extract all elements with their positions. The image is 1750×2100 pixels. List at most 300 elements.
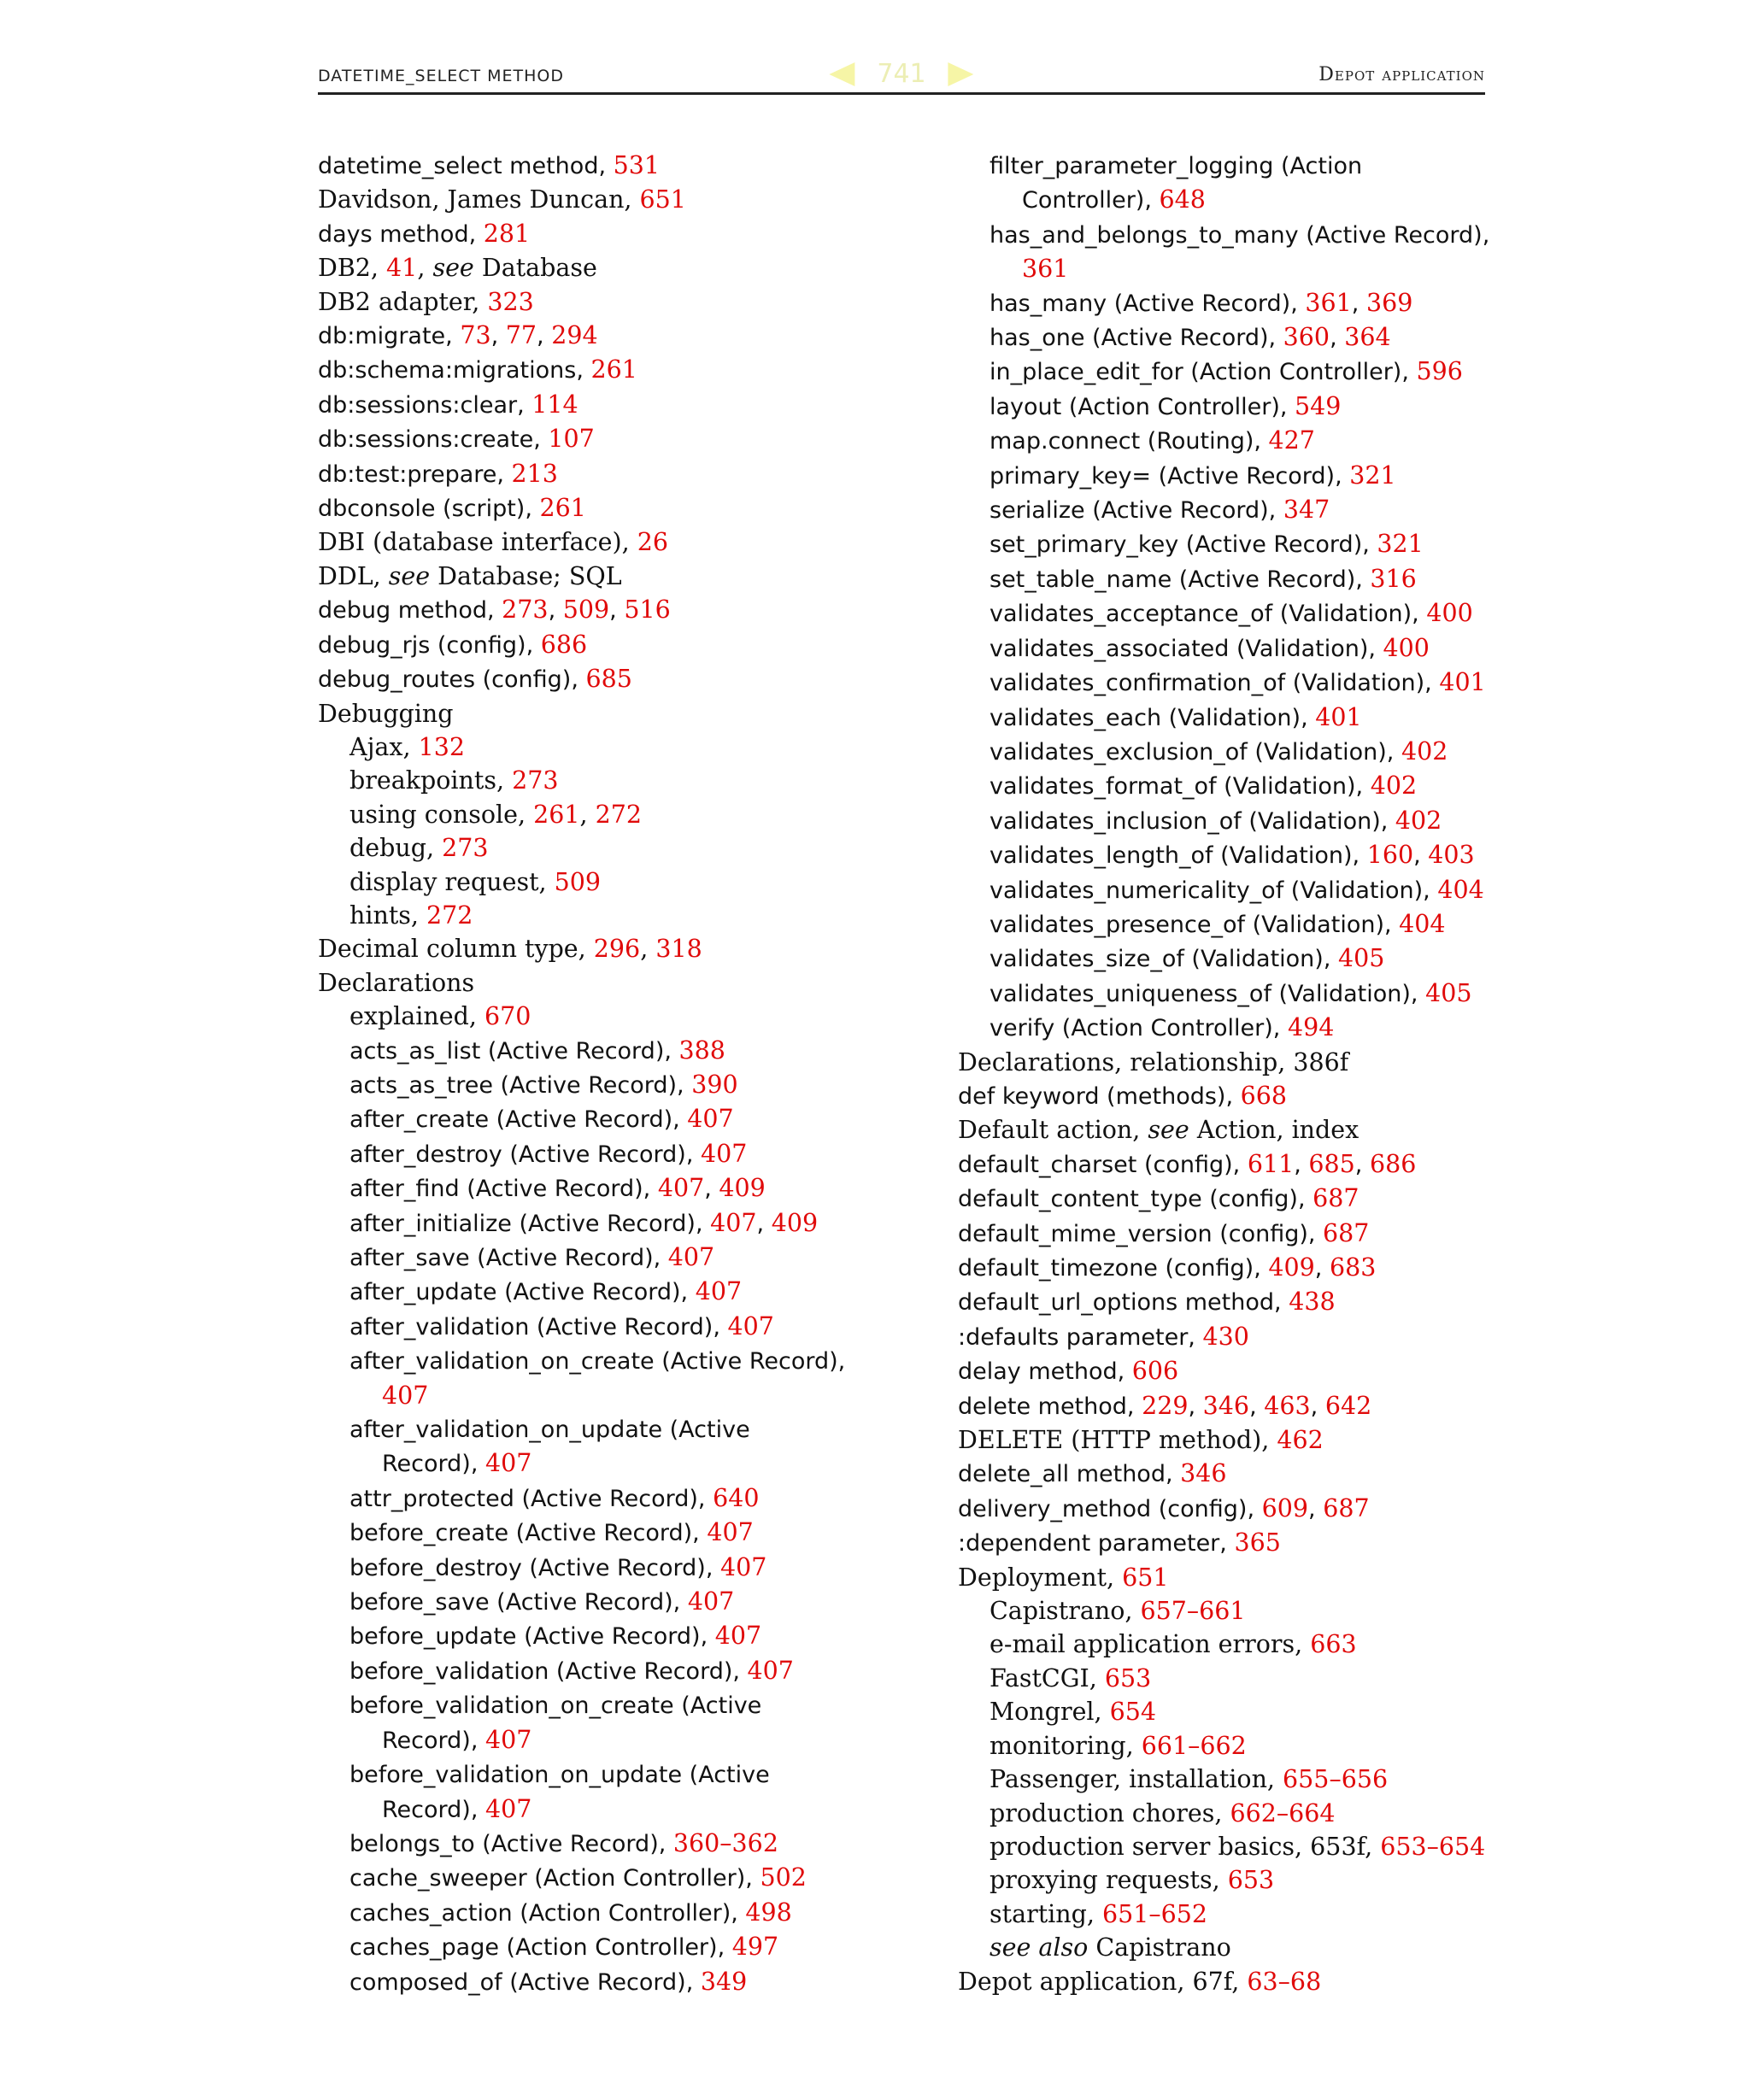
- index-entry: [958, 286, 1505, 320]
- index-term-text: Record),: [382, 1451, 485, 1478]
- index-entry: [318, 1068, 933, 1102]
- index-term-text: Capistrano: [1088, 1933, 1231, 1962]
- page-reference-link[interactable]: 402: [1370, 771, 1418, 801]
- index-term-text: proxying requests,: [990, 1866, 1228, 1895]
- index-entry: [318, 1965, 933, 1999]
- index-term-text: def keyword (methods),: [958, 1082, 1241, 1110]
- index-term-text: validates_length_of (Validation),: [990, 842, 1367, 870]
- index-entry: [958, 1354, 1505, 1388]
- index-term-text: :defaults parameter,: [958, 1323, 1203, 1351]
- index-term-text: after_validation_on_create (Active Record),: [349, 1348, 846, 1376]
- page-reference-link[interactable]: 502: [760, 1863, 807, 1892]
- index-entry: [958, 1182, 1505, 1216]
- page-reference-link[interactable]: 685: [1308, 1149, 1355, 1178]
- index-entry: [318, 183, 933, 216]
- page-reference-link[interactable]: 657–661: [1140, 1597, 1246, 1626]
- index-term-text: validates_presence_of (Validation),: [990, 911, 1400, 938]
- page-reference-link[interactable]: 321: [1377, 530, 1424, 559]
- page-reference-link[interactable]: 402: [1401, 736, 1448, 766]
- page-reference-link[interactable]: 361: [1022, 255, 1069, 284]
- index-entry: [318, 1551, 933, 1585]
- index-entry: [958, 424, 1505, 458]
- index-term-text: display request,: [349, 867, 555, 896]
- index-term-text: after_save (Active Record),: [349, 1245, 668, 1271]
- index-term-text: Decimal column type,: [318, 935, 594, 964]
- index-term-text: before_create (Active Record),: [349, 1520, 708, 1547]
- index-term-text: ,: [704, 1176, 719, 1203]
- page-reference-link[interactable]: 427: [1268, 426, 1315, 455]
- page-reference-link[interactable]: 640: [713, 1483, 760, 1512]
- next-page-arrow-icon[interactable]: [948, 62, 974, 86]
- index-term-text: in_place_edit_for (Action Controller),: [990, 359, 1417, 386]
- index-entry: [318, 1757, 933, 1792]
- page-reference-link[interactable]: 596: [1416, 357, 1463, 386]
- index-entry: [318, 491, 933, 525]
- index-entry: [958, 977, 1505, 1011]
- index-term-text: Declarations: [318, 968, 475, 997]
- page-reference-link[interactable]: 346: [1180, 1459, 1227, 1488]
- page-reference-link[interactable]: 687: [1323, 1493, 1370, 1522]
- page-reference-link[interactable]: 462: [1277, 1426, 1324, 1455]
- index-entry: [318, 1827, 933, 1861]
- index-term-text: Database; SQL: [430, 561, 622, 590]
- page-reference-link[interactable]: 132: [418, 732, 466, 761]
- page-reference-link[interactable]: 229: [1142, 1391, 1189, 1420]
- index-entry: [958, 1898, 1505, 1931]
- page-reference-link[interactable]: 409: [1268, 1253, 1315, 1282]
- page-reference-link[interactable]: 687: [1312, 1184, 1359, 1213]
- index-entry: [318, 865, 933, 899]
- index-term-text: debug_routes (config),: [318, 666, 586, 694]
- page-reference-link[interactable]: 407: [485, 1794, 532, 1823]
- page-reference-link[interactable]: 407: [687, 1587, 735, 1616]
- index-term-text: Action, index: [1189, 1116, 1359, 1145]
- index-entry: [958, 1594, 1505, 1628]
- index-term-text: Davidson, James Duncan,: [318, 185, 640, 214]
- index-entry: [958, 252, 1505, 285]
- index-term-text: using console,: [349, 800, 534, 829]
- page-reference-link[interactable]: 651: [1122, 1563, 1169, 1592]
- page-reference-link[interactable]: 390: [691, 1070, 738, 1099]
- page-reference-link[interactable]: 409: [719, 1174, 766, 1203]
- see-reference-label: see: [1148, 1116, 1189, 1145]
- page-number: 741: [877, 59, 926, 89]
- page-reference-link[interactable]: 670: [484, 1002, 531, 1031]
- page-reference-link[interactable]: 281: [483, 219, 531, 248]
- page-reference-link[interactable]: 606: [1131, 1357, 1179, 1386]
- index-term-text: Default action,: [958, 1116, 1148, 1145]
- page-reference-link[interactable]: 388: [678, 1035, 725, 1065]
- page-reference-link[interactable]: 261: [533, 800, 580, 829]
- index-term-text: Mongrel,: [990, 1698, 1110, 1727]
- index-entry: [318, 1137, 933, 1171]
- index-entry: [958, 1113, 1505, 1147]
- index-term-text: e-mail application errors,: [990, 1630, 1311, 1659]
- index-term-text: hints,: [349, 900, 427, 930]
- index-entry: [958, 838, 1505, 872]
- page-reference-link[interactable]: 272: [426, 900, 473, 930]
- page-reference-link[interactable]: 430: [1202, 1322, 1249, 1351]
- page-reference-link[interactable]: 401: [1315, 702, 1362, 731]
- page-reference-link[interactable]: 73: [460, 321, 491, 350]
- index-entry: [318, 1723, 933, 1757]
- previous-page-arrow-icon[interactable]: [829, 62, 854, 86]
- index-term-text: default_charset (config),: [958, 1151, 1248, 1178]
- page-reference-link[interactable]: 349: [700, 1967, 748, 1996]
- index-term-text: validates_confirmation_of (Validation),: [990, 670, 1440, 697]
- index-term-text: dbconsole (script),: [318, 496, 540, 523]
- page-reference-link[interactable]: 609: [1261, 1493, 1309, 1522]
- page-reference-link[interactable]: 294: [551, 321, 598, 350]
- index-term-text: validates_acceptance_of (Validation),: [990, 601, 1427, 628]
- page-reference-link[interactable]: 653: [1104, 1663, 1152, 1692]
- index-term-text: ,: [1308, 1495, 1324, 1522]
- page-reference-link[interactable]: 360–362: [672, 1828, 778, 1857]
- index-term-text: serialize (Active Record),: [990, 497, 1283, 525]
- page-reference-link[interactable]: 405: [1338, 944, 1385, 973]
- page-reference-link[interactable]: 651–652: [1101, 1899, 1208, 1928]
- index-term-text: delivery_method (config),: [958, 1495, 1262, 1522]
- index-entry: [318, 149, 933, 183]
- index-entry: [958, 596, 1505, 631]
- index-entry: [958, 1863, 1505, 1897]
- index-entry: [958, 1797, 1505, 1830]
- page-reference-link[interactable]: 273: [502, 595, 549, 625]
- page-reference-link[interactable]: 407: [667, 1243, 715, 1271]
- index-entry: [318, 932, 933, 965]
- page-reference-link[interactable]: 364: [1344, 323, 1391, 352]
- index-entry: [958, 1147, 1505, 1182]
- index-entry: [958, 735, 1505, 769]
- index-term-text: days method,: [318, 220, 484, 248]
- index-entry: [318, 1516, 933, 1550]
- page-reference-link[interactable]: 365: [1234, 1528, 1281, 1557]
- page-reference-link[interactable]: 213: [511, 459, 558, 488]
- page-reference-link[interactable]: 663: [1310, 1630, 1357, 1659]
- page-reference-link[interactable]: 687: [1323, 1218, 1370, 1247]
- page-reference-link[interactable]: 114: [531, 390, 578, 419]
- page-navigation: [829, 59, 973, 89]
- index-term-text: after_initialize (Active Record),: [349, 1210, 711, 1237]
- index-entry: [318, 251, 933, 284]
- index-term-text: ,: [1330, 325, 1345, 352]
- page-reference-link[interactable]: 498: [745, 1898, 792, 1927]
- index-term-text: db:schema:migrations,: [318, 357, 591, 384]
- index-entry: [958, 1526, 1505, 1560]
- index-entry: [318, 899, 933, 932]
- page-reference-link[interactable]: 497: [731, 1933, 779, 1962]
- page-reference-link[interactable]: 347: [1283, 496, 1330, 525]
- index-term-text: ,: [537, 323, 552, 350]
- page-reference-link[interactable]: 407: [485, 1725, 532, 1754]
- index-term-text: DELETE (HTTP method),: [958, 1426, 1277, 1455]
- index-term-text: production chores,: [990, 1798, 1230, 1827]
- index-entry: [958, 1046, 1505, 1079]
- page-reference-link[interactable]: 407: [747, 1656, 794, 1685]
- index-term-text: composed_of (Active Record),: [349, 1968, 701, 1996]
- page-reference-link[interactable]: 409: [771, 1208, 819, 1237]
- page-reference-link[interactable]: 407: [714, 1622, 762, 1651]
- page-reference-link[interactable]: 41: [386, 254, 418, 283]
- index-entry: [958, 149, 1505, 183]
- index-term-text: Deployment,: [958, 1563, 1123, 1592]
- page-reference-link[interactable]: 661–662: [1141, 1731, 1247, 1760]
- page-reference-link[interactable]: 651: [639, 185, 686, 214]
- index-entry: [318, 1792, 933, 1827]
- index-term-text: after_find (Active Record),: [349, 1176, 658, 1203]
- index-entry: [318, 798, 933, 831]
- index-term-text: acts_as_list (Active Record),: [349, 1037, 679, 1065]
- index-entry: [318, 319, 933, 353]
- index-entry: [958, 941, 1505, 976]
- index-entry: [318, 730, 933, 764]
- index-term-text: DDL,: [318, 561, 389, 590]
- page-reference-link[interactable]: 403: [1428, 841, 1475, 870]
- index-term-text: debug method,: [318, 597, 502, 625]
- page-reference-link[interactable]: 261: [539, 494, 586, 523]
- page-reference-link[interactable]: 407: [687, 1105, 734, 1134]
- index-entry: [958, 527, 1505, 561]
- index-term-text: datetime_select method,: [318, 153, 614, 179]
- index-term-text: after_destroy (Active Record),: [349, 1141, 701, 1168]
- page-reference-link[interactable]: 361: [1305, 288, 1352, 317]
- page-reference-link[interactable]: 463: [1264, 1391, 1311, 1420]
- index-entry: [318, 1000, 933, 1033]
- page-reference-link[interactable]: 653: [1227, 1866, 1275, 1895]
- page-reference-link[interactable]: 407: [485, 1449, 532, 1478]
- index-term-text: default_content_type (config),: [958, 1186, 1313, 1213]
- index-entry: [958, 1011, 1505, 1045]
- index-entry: [958, 355, 1505, 389]
- page-reference-link[interactable]: 611: [1247, 1149, 1295, 1178]
- page-reference-link[interactable]: 400: [1426, 599, 1473, 628]
- index-term-text: ,: [756, 1210, 772, 1237]
- page-reference-link[interactable]: 407: [720, 1552, 767, 1581]
- page-reference-link[interactable]: 296: [593, 935, 641, 964]
- index-term-text: ,: [1249, 1393, 1265, 1420]
- index-term-text: ,: [1310, 1393, 1325, 1420]
- index-term-text: ,: [1351, 290, 1366, 317]
- index-term-text: Record),: [382, 1796, 485, 1823]
- page-reference-link[interactable]: 63–68: [1247, 1967, 1322, 1996]
- index-term-text: default_timezone (config),: [958, 1255, 1269, 1282]
- index-term-text: ,: [1413, 842, 1429, 870]
- index-column-left: [318, 149, 933, 1999]
- index-term-text: Declarations, relationship, 386f: [958, 1047, 1349, 1076]
- index-entry: [958, 1457, 1505, 1491]
- index-term-text: before_destroy (Active Record),: [349, 1554, 721, 1581]
- page-reference-link[interactable]: 321: [1349, 460, 1396, 490]
- page-reference-link[interactable]: 360: [1283, 323, 1330, 352]
- index-term-text: Debugging: [318, 699, 454, 728]
- page-reference-link[interactable]: 407: [707, 1518, 754, 1547]
- page-reference-link[interactable]: 407: [710, 1208, 757, 1237]
- index-term-text: db:sessions:create,: [318, 426, 549, 454]
- page-reference-link[interactable]: 26: [637, 528, 668, 557]
- index-entry: [958, 1695, 1505, 1728]
- page-reference-link[interactable]: 642: [1324, 1391, 1372, 1420]
- page-reference-link[interactable]: 407: [701, 1139, 748, 1168]
- page-reference-link[interactable]: 400: [1383, 633, 1430, 662]
- index-entry: [318, 1379, 933, 1412]
- index-term-text: ,: [640, 935, 656, 964]
- index-term-text: validates_exclusion_of (Validation),: [990, 738, 1401, 766]
- page-reference-link[interactable]: 369: [1365, 288, 1413, 317]
- index-term-text: ,: [490, 323, 506, 350]
- page-reference-link[interactable]: 686: [1369, 1149, 1417, 1178]
- index-term-text: before_save (Active Record),: [349, 1589, 688, 1616]
- page-reference-link[interactable]: 160: [1366, 841, 1414, 870]
- page-reference-link[interactable]: 668: [1240, 1081, 1288, 1110]
- index-entry: [318, 1310, 933, 1344]
- page-reference-link[interactable]: 346: [1202, 1391, 1250, 1420]
- page-reference-link[interactable]: 401: [1439, 668, 1486, 697]
- page-reference-link[interactable]: 272: [595, 800, 643, 829]
- index-entry: [318, 217, 933, 251]
- index-term-text: attr_protected (Active Record),: [349, 1485, 714, 1512]
- page-reference-link[interactable]: 438: [1289, 1288, 1336, 1317]
- index-term-text: validates_each (Validation),: [990, 704, 1316, 731]
- index-term-text: validates_uniqueness_of (Validation),: [990, 980, 1426, 1007]
- page-reference-link[interactable]: 509: [554, 867, 602, 896]
- index-term-text: production server basics, 653f,: [990, 1832, 1381, 1861]
- index-term-text: DBI (database interface),: [318, 528, 637, 557]
- index-entry: [318, 966, 933, 1000]
- page-reference-link[interactable]: 549: [1295, 391, 1342, 420]
- page-reference-link[interactable]: 402: [1395, 806, 1442, 835]
- index-term-text: belongs_to (Active Record),: [349, 1830, 673, 1857]
- index-entry: [958, 701, 1505, 735]
- page-reference-link[interactable]: 531: [613, 151, 661, 179]
- page-reference-link[interactable]: 318: [655, 935, 702, 964]
- index-entry: [958, 907, 1505, 941]
- page-reference-link[interactable]: 273: [442, 834, 489, 863]
- index-term-text: cache_sweeper (Action Controller),: [349, 1865, 760, 1892]
- page-reference-link[interactable]: 407: [695, 1277, 743, 1306]
- page-reference-link[interactable]: 648: [1159, 185, 1206, 214]
- index-term-text: ,: [1294, 1151, 1309, 1178]
- index-term-text: acts_as_tree (Active Record),: [349, 1071, 692, 1099]
- index-term-text: db:sessions:clear,: [318, 391, 532, 419]
- index-term-text: validates_associated (Validation),: [990, 635, 1383, 662]
- index-entry: [958, 1320, 1505, 1354]
- index-term-text: has_one (Active Record),: [990, 325, 1283, 352]
- index-entry: [958, 1561, 1505, 1594]
- page-reference-link[interactable]: 685: [585, 665, 632, 694]
- page-reference-link[interactable]: 77: [505, 321, 537, 350]
- index-entry: [958, 1931, 1505, 1964]
- index-term-text: delay method,: [958, 1358, 1132, 1386]
- page-reference-link[interactable]: 261: [590, 355, 637, 384]
- page-reference-link[interactable]: 494: [1287, 1013, 1335, 1042]
- page-reference-link[interactable]: 316: [1370, 564, 1417, 593]
- index-entry: [318, 1344, 933, 1378]
- index-entry: [318, 1034, 933, 1068]
- index-entry: [318, 285, 933, 319]
- page-reference-link[interactable]: 404: [1399, 909, 1446, 938]
- page-reference-link[interactable]: 509: [562, 595, 610, 625]
- page-reference-link[interactable]: 407: [657, 1174, 705, 1203]
- index-term-text: db:test:prepare,: [318, 460, 512, 488]
- index-entry: [318, 388, 933, 422]
- index-term-text: caches_page (Action Controller),: [349, 1934, 732, 1962]
- index-entry: [318, 662, 933, 696]
- index-term-text: validates_numericality_of (Validation),: [990, 877, 1438, 904]
- index-term-text: after_validation_on_update (Active: [349, 1417, 750, 1444]
- page-reference-link[interactable]: 655–656: [1283, 1765, 1389, 1794]
- index-entry: [318, 1171, 933, 1205]
- index-term-text: debug_rjs (config),: [318, 631, 541, 659]
- page-reference-link[interactable]: 654: [1109, 1698, 1157, 1727]
- index-term-text: before_validation_on_create (Active: [349, 1692, 762, 1720]
- page-reference-link[interactable]: 516: [624, 595, 671, 625]
- page-reference-link[interactable]: 662–664: [1230, 1798, 1336, 1827]
- page-reference-link[interactable]: 686: [540, 630, 588, 659]
- index-entry: [318, 1275, 933, 1309]
- index-term-text: ,: [1354, 1151, 1370, 1178]
- index-term-text: default_url_options method,: [958, 1289, 1289, 1317]
- index-entry: [958, 320, 1505, 355]
- index-entry: [318, 1446, 933, 1481]
- page-reference-link[interactable]: 653–654: [1380, 1832, 1486, 1861]
- index-entry: [318, 1619, 933, 1653]
- index-entry: [958, 493, 1505, 527]
- index-term-text: Controller),: [1022, 187, 1160, 214]
- index-term-text: map.connect (Routing),: [990, 428, 1269, 455]
- index-term-text: FastCGI,: [990, 1663, 1105, 1692]
- page-reference-link[interactable]: 273: [512, 766, 559, 795]
- index-entry: [318, 353, 933, 387]
- index-entry: [958, 1079, 1505, 1113]
- index-entry: [958, 769, 1505, 803]
- see-reference-label: see: [388, 561, 431, 590]
- running-header: [318, 50, 1485, 95]
- index-term-text: after_create (Active Record),: [349, 1106, 688, 1134]
- index-term-text: validates_size_of (Validation),: [990, 946, 1338, 973]
- page-reference-link[interactable]: 407: [382, 1381, 429, 1410]
- header-right-title: Depot application: [1318, 64, 1485, 85]
- index-entry: [318, 628, 933, 662]
- index-entry: [958, 1662, 1505, 1695]
- index-entry: [958, 183, 1505, 217]
- page-reference-link[interactable]: 407: [727, 1311, 774, 1340]
- index-term-text: db:migrate,: [318, 323, 461, 350]
- index-entry: [958, 666, 1505, 700]
- index-term-text: Ajax,: [349, 732, 419, 761]
- index-term-text: breakpoints,: [349, 766, 513, 795]
- index-entry: [318, 422, 933, 456]
- index-term-text: ,: [417, 254, 433, 283]
- index-term-text: before_validation (Active Record),: [349, 1657, 748, 1685]
- index-entry: [318, 1861, 933, 1895]
- index-term-text: monitoring,: [990, 1731, 1142, 1760]
- index-term-text: delete method,: [958, 1393, 1142, 1420]
- index-entry: [318, 831, 933, 865]
- index-entry: [958, 1285, 1505, 1319]
- index-term-text: Record),: [382, 1727, 485, 1754]
- index-term-text: has_many (Active Record),: [990, 290, 1306, 317]
- page-reference-link[interactable]: 683: [1329, 1253, 1377, 1282]
- index-column-right: [958, 149, 1505, 1998]
- index-entry: [318, 593, 933, 627]
- index-term-text: Capistrano,: [990, 1597, 1141, 1626]
- page-reference-link[interactable]: 405: [1425, 978, 1472, 1007]
- index-entry: [958, 1729, 1505, 1763]
- page-reference-link[interactable]: 404: [1437, 875, 1484, 904]
- index-term-text: layout (Action Controller),: [990, 393, 1295, 420]
- page-reference-link[interactable]: 107: [548, 425, 595, 454]
- page-reference-link[interactable]: 323: [487, 287, 534, 316]
